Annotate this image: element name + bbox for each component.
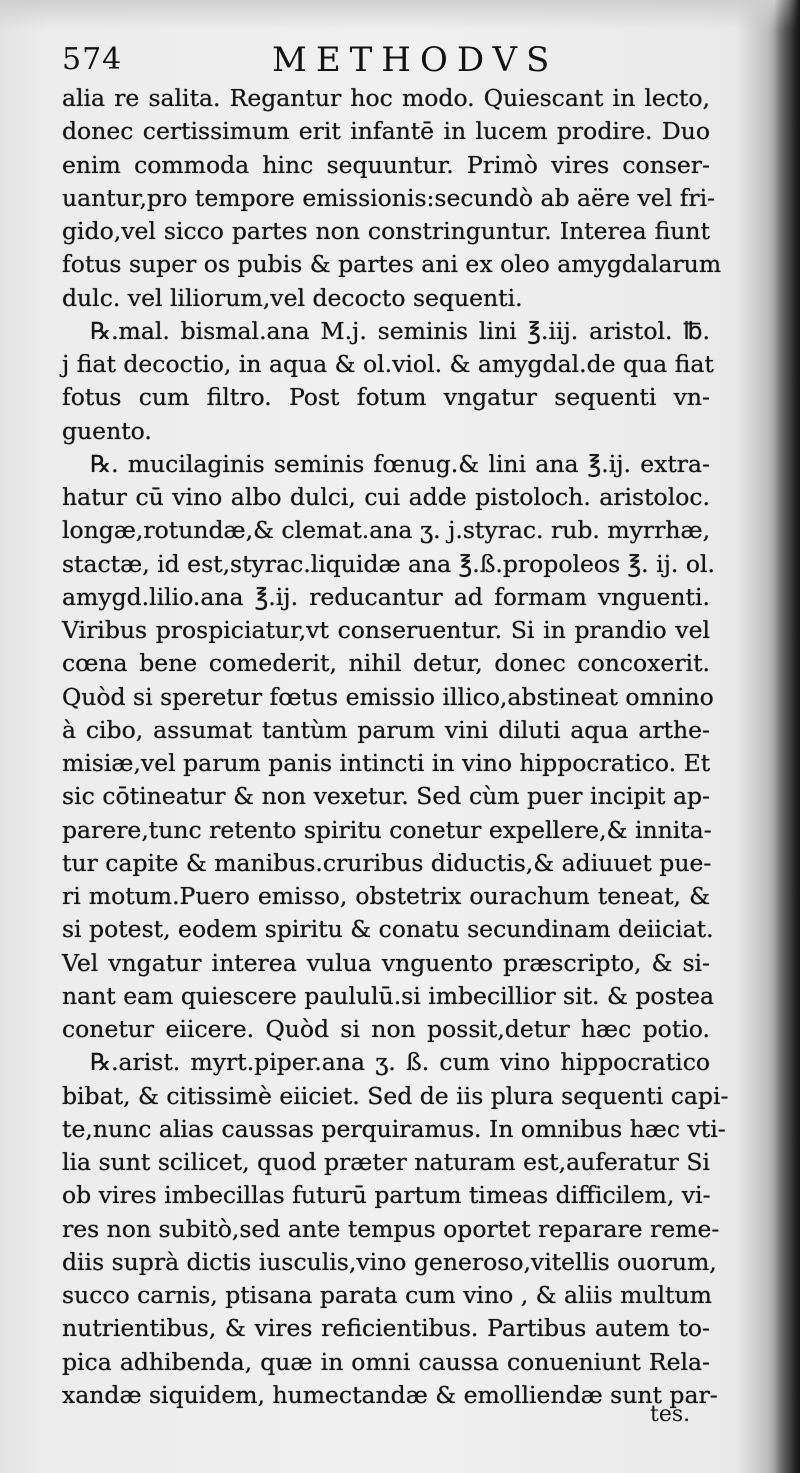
text-line: pica adhibenda, quæ in omni caussa conueniunt Rela- (62, 1347, 710, 1376)
text-line: amygd.lilio.ana ℥.ij. reducantur ad formam vnguenti. (62, 582, 710, 611)
text-line: nutrientibus, & vires reficientibus. Partibus autem to- (62, 1314, 710, 1343)
text-line: bibat, & citissimè eiiciet. Sed de iis plura sequenti capi- (62, 1081, 729, 1110)
text-line: uantur,pro tempore emissionis:secundò ab aëre vel fri- (62, 183, 716, 212)
text-line: gido,vel sicco partes non constringuntur. Interea fiunt (62, 217, 710, 245)
text-line: fotus super os pubis & partes ani ex oleo amygdalarum (62, 250, 722, 279)
catchword: tes. (650, 1402, 691, 1427)
page-top-shadow (0, 0, 800, 30)
book-spine-shadow (774, 0, 800, 1473)
text-line: guento. (62, 416, 152, 445)
text-line: Quòd si speretur fœtus emissio illico,abstineat omnino (62, 682, 714, 711)
text-line: nant eam quiescere paululū.si imbecillior sit. & postea (62, 981, 714, 1010)
text-line: hatur cū vino albo dulci, cui adde pistoloch. aristoloc. (62, 483, 710, 511)
text-line: si potest, eodem spiritu & conatu secundinam deiiciat. (62, 915, 714, 944)
text-line: longæ,rotundæ,& clemat.ana ʒ. j.styrac. rub. myrrhæ, (62, 516, 711, 545)
text-line: à cibo, assumat tantùm parum vini diluti aqua arthe- (62, 715, 710, 744)
text-line: succo carnis, ptisana parata cum vino , & aliis multum (62, 1281, 712, 1309)
text-line: dulc. vel liliorum,vel decocto sequenti. (62, 283, 523, 312)
running-title: METHODVS (272, 40, 559, 80)
text-line: Vel vngatur interea vulua vnguento præscripto, & si- (62, 948, 710, 977)
text-line: lia sunt scilicet, quod præter naturam est,auferatur Si (62, 1148, 710, 1176)
text-line: res non subitò,sed ante tempus oportet reparare reme- (62, 1214, 720, 1243)
text-line: diis suprà dictis iusculis,vino generoso,vitellis ouorum, (62, 1247, 717, 1276)
text-line: enim commoda hinc sequuntur. Primò vires conser- (62, 150, 710, 179)
text-line: stactæ, id est,styrac.liquidæ ana ℥.ß.propoleos ℥. ij. ol. (62, 549, 715, 578)
page-header (62, 40, 702, 86)
page-number: 574 (62, 42, 123, 77)
text-line: alia re salita. Regantur hoc modo. Quiescant in lecto, (62, 84, 710, 112)
text-line: misiæ,vel parum panis intincti in vino hippocratico. Et (62, 749, 711, 777)
text-line: parere,tunc retento spiritu conetur expellere,& innita- (62, 815, 712, 844)
text-line: conetur eiicere. Quòd si non possit,detur hæc potio. (62, 1015, 710, 1043)
text-line: xandæ siquidem, humectandæ & emolliendæ sunt par- (62, 1380, 718, 1409)
text-line: ℞. mucilaginis seminis fœnug.& lini ana ℥.ij. extra- (90, 449, 710, 478)
text-line: fotus cum filtro. Post fotum vngatur sequenti vn- (62, 383, 710, 412)
text-line: ℞.mal. bismal.ana M.j. seminis lini ℥.iij. aristol. ℔. (90, 316, 710, 345)
text-body (62, 82, 729, 1412)
text-line: ob vires imbecillas futurū partum timeas difficilem, vi- (62, 1181, 711, 1210)
text-line: sic cōtineatur & non vexetur. Sed cùm puer incipit ap- (62, 782, 710, 811)
text-line: tur capite & manibus.cruribus diductis,& adiuuet pue- (62, 848, 712, 877)
text-line: Viribus prospiciatur,vt conseruentur. Si in prandio vel (62, 616, 710, 644)
text-line: j fiat decoctio, in aqua & ol.viol. & amygdal.de qua fiat (62, 350, 714, 378)
text-line: te,nunc alias caussas perquiramus. In omnibus hæc vti- (62, 1114, 726, 1143)
text-line: ℞.arist. myrt.piper.ana ʒ. ß. cum vino hippocratico (90, 1048, 710, 1077)
text-line: donec certissimum erit infantē in lucem prodire. Duo (62, 117, 710, 146)
text-line: cœna bene comederit, nihil detur, donec concoxerit. (62, 649, 710, 678)
text-line: ri motum.Puero emisso, obstetrix ourachum teneat, & (62, 882, 710, 910)
